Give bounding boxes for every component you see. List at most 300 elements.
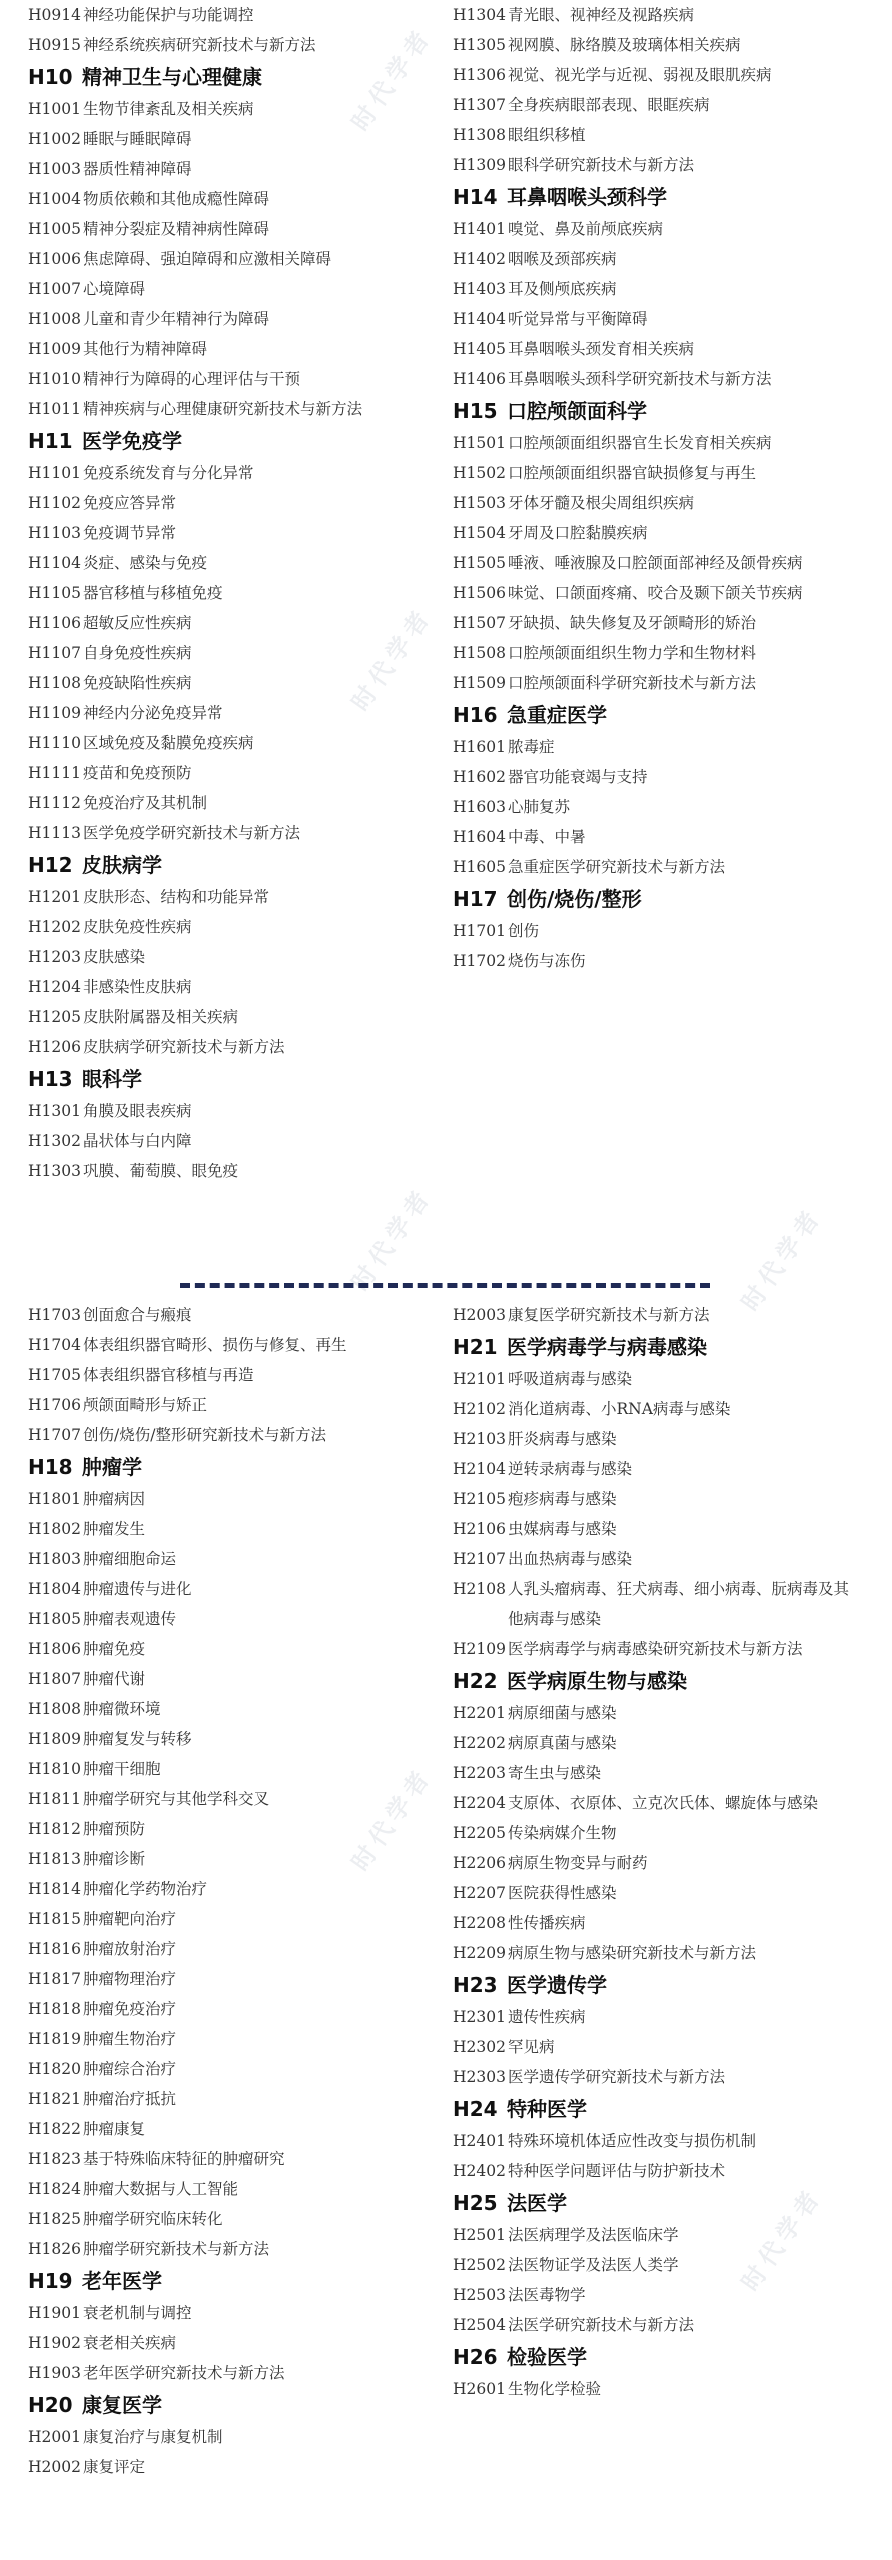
item-code: H2501 (453, 2226, 506, 2244)
group-heading (28, 1062, 438, 1096)
list-item (28, 1126, 438, 1156)
list-item (28, 1634, 438, 1664)
list-item (453, 2220, 863, 2250)
item-code: H1815 (28, 1910, 81, 1928)
list-item (453, 0, 863, 30)
item-code: H1705 (28, 1366, 81, 1384)
item-name: 特殊环境机体适应性改变与损伤机制 (508, 2132, 757, 2150)
item-name: 嗅觉、鼻及前颅底疾病 (508, 220, 664, 238)
item-name: 唾液、唾液腺及口腔颌面部神经及颌骨疾病 (508, 554, 803, 572)
item-name: 巩膜、葡萄膜、眼免疫 (83, 1162, 239, 1180)
item-code: H2302 (453, 2038, 506, 2056)
item-name: 肿瘤学研究新技术与新方法 (83, 2240, 270, 2258)
list-item (453, 1424, 863, 1454)
item-code: H1504 (453, 524, 506, 542)
item-name: 疫苗和免疫预防 (83, 764, 192, 782)
item-name: 肿瘤综合治疗 (83, 2060, 177, 2078)
item-code: H1824 (28, 2180, 81, 2198)
item-name: 神经功能保护与功能调控 (83, 6, 254, 24)
item-code: H1702 (453, 952, 506, 970)
group-code: H18 (28, 1455, 73, 1479)
item-code: H1821 (28, 2090, 81, 2108)
item-code: H2101 (453, 1370, 506, 1388)
item-code: H1105 (28, 584, 81, 602)
list-item (453, 1634, 863, 1664)
item-code: H2002 (28, 2458, 81, 2476)
item-name: 肿瘤表观遗传 (83, 1610, 177, 1628)
item-code: H1813 (28, 1850, 81, 1868)
item-name: 肿瘤靶向治疗 (83, 1910, 177, 1928)
item-code: H2504 (453, 2316, 506, 2334)
item-code: H2102 (453, 1400, 506, 1418)
item-name: 物质依赖和其他成瘾性障碍 (83, 190, 270, 208)
item-code: H0915 (28, 36, 81, 54)
item-name: 儿童和青少年精神行为障碍 (83, 310, 270, 328)
item-code: H1502 (453, 464, 506, 482)
group-heading (28, 848, 438, 882)
list-item (28, 394, 438, 424)
item-code: H1601 (453, 738, 506, 756)
item-name: 创伤/烧伤/整形研究新技术与新方法 (83, 1426, 326, 1444)
list-item (453, 1788, 863, 1818)
item-code: H1307 (453, 96, 506, 114)
item-code: H1807 (28, 1670, 81, 1688)
item-code: H1903 (28, 2364, 81, 2382)
item-name: 特种医学问题评估与防护新技术 (508, 2162, 726, 2180)
item-name: 生物节律紊乱及相关疾病 (83, 100, 254, 118)
list-item (28, 1544, 438, 1574)
item-name: 性传播疾病 (508, 1914, 586, 1932)
list-item (453, 2156, 863, 2186)
item-name: 支原体、衣原体、立克次氏体、螺旋体与感染 (508, 1794, 819, 1812)
list-item (453, 30, 863, 60)
group-title: 特种医学 (507, 2097, 587, 2121)
item-name: 逆转录病毒与感染 (508, 1460, 633, 1478)
item-name: 人乳头瘤病毒、狂犬病毒、细小病毒、朊病毒及其他病毒与感染 (508, 1580, 850, 1628)
list-item (28, 184, 438, 214)
list-item (28, 668, 438, 698)
group-code: H19 (28, 2269, 73, 2293)
item-code: H2204 (453, 1794, 506, 1812)
list-item (453, 2062, 863, 2092)
item-code: H1508 (453, 644, 506, 662)
item-code: H1306 (453, 66, 506, 84)
item-name: 皮肤免疫性疾病 (83, 918, 192, 936)
list-item (28, 2422, 438, 2452)
list-item (453, 304, 863, 334)
group-title: 法医学 (507, 2191, 567, 2215)
item-code: H1812 (28, 1820, 81, 1838)
group-title: 医学病原生物与感染 (507, 1669, 687, 1693)
item-code: H1111 (28, 764, 81, 782)
item-name: 肿瘤学研究与其他学科交叉 (83, 1790, 270, 1808)
list-item (28, 1784, 438, 1814)
item-code: H2202 (453, 1734, 506, 1752)
item-code: H1308 (453, 126, 506, 144)
list-item (28, 244, 438, 274)
group-heading (28, 424, 438, 458)
group-heading (28, 1450, 438, 1484)
item-code: H1509 (453, 674, 506, 692)
item-name: 体表组织器官畸形、损伤与修复、再生 (83, 1336, 347, 1354)
item-code: H1107 (28, 644, 81, 662)
item-code: H2207 (453, 1884, 506, 1902)
item-name: 青光眼、视神经及视路疾病 (508, 6, 695, 24)
item-name: 肝炎病毒与感染 (508, 1430, 617, 1448)
item-name: 全身疾病眼部表现、眼眶疾病 (508, 96, 710, 114)
item-name: 法医学研究新技术与新方法 (508, 2316, 695, 2334)
item-name: 肿瘤生物治疗 (83, 2030, 177, 2048)
item-code: H1106 (28, 614, 81, 632)
item-code: H1703 (28, 1306, 81, 1324)
list-item (28, 912, 438, 942)
list-item (453, 1300, 863, 1330)
item-name: 神经系统疾病研究新技术与新方法 (83, 36, 316, 54)
item-name: 口腔颅颌面科学研究新技术与新方法 (508, 674, 757, 692)
item-name: 肿瘤细胞命运 (83, 1550, 177, 1568)
item-name: 肿瘤康复 (83, 2120, 146, 2138)
item-code: H1819 (28, 2030, 81, 2048)
list-item (453, 2032, 863, 2062)
item-name: 衰老相关疾病 (83, 2334, 177, 2352)
list-item (453, 578, 863, 608)
group-heading (453, 1330, 863, 1364)
item-name: 基于特殊临床特征的肿瘤研究 (83, 2150, 285, 2168)
list-item (453, 792, 863, 822)
group-title: 皮肤病学 (82, 853, 162, 877)
item-code: H1002 (28, 130, 81, 148)
list-item (28, 30, 438, 60)
list-item (453, 852, 863, 882)
item-name: 精神行为障碍的心理评估与干预 (83, 370, 301, 388)
column-top-left (28, 0, 438, 1186)
list-item (453, 1364, 863, 1394)
item-name: 肿瘤免疫 (83, 1640, 146, 1658)
item-code: H2109 (453, 1640, 506, 1658)
group-title: 医学遗传学 (507, 1973, 607, 1997)
item-code: H2108 (453, 1580, 506, 1598)
item-name: 眼组织移植 (508, 126, 586, 144)
item-name: 晶状体与白内障 (83, 1132, 192, 1150)
list-item (28, 1664, 438, 1694)
list-item (28, 2114, 438, 2144)
item-code: H1011 (28, 400, 81, 418)
item-code: H1902 (28, 2334, 81, 2352)
item-code: H1405 (453, 340, 506, 358)
item-name: 免疫应答异常 (83, 494, 177, 512)
item-code: H1804 (28, 1580, 81, 1598)
item-name: 器质性精神障碍 (83, 160, 192, 178)
item-code: H1201 (28, 888, 81, 906)
group-code: H12 (28, 853, 73, 877)
list-item (28, 788, 438, 818)
item-code: H1203 (28, 948, 81, 966)
list-item (28, 458, 438, 488)
group-heading (453, 394, 863, 428)
watermark: 时代学者 (346, 1181, 438, 1297)
item-name: 口腔颅颌面组织生物力学和生物材料 (508, 644, 757, 662)
group-code: H15 (453, 399, 498, 423)
item-name: 免疫系统发育与分化异常 (83, 464, 254, 482)
list-item (28, 1360, 438, 1390)
list-item (453, 274, 863, 304)
group-heading (453, 2092, 863, 2126)
list-item (28, 638, 438, 668)
item-code: H1826 (28, 2240, 81, 2258)
item-code: H1005 (28, 220, 81, 238)
list-item (453, 1818, 863, 1848)
group-code: H11 (28, 429, 73, 453)
list-item (28, 304, 438, 334)
list-item (28, 334, 438, 364)
list-item (28, 1574, 438, 1604)
watermark: 时代学者 (736, 2181, 828, 2297)
group-title: 耳鼻咽喉头颈科学 (507, 185, 667, 209)
item-code: H1820 (28, 2060, 81, 2078)
item-name: 睡眠与睡眠障碍 (83, 130, 192, 148)
item-code: H2003 (453, 1306, 506, 1324)
item-name: 罕见病 (508, 2038, 555, 2056)
item-code: H1404 (453, 310, 506, 328)
item-name: 康复医学研究新技术与新方法 (508, 1306, 710, 1324)
item-name: 法医物证学及法医人类学 (508, 2256, 679, 2274)
item-name: 免疫调节异常 (83, 524, 177, 542)
item-code: H1816 (28, 1940, 81, 1958)
item-code: H1007 (28, 280, 81, 298)
list-item (28, 1514, 438, 1544)
group-code: H10 (28, 65, 73, 89)
item-name: 医院获得性感染 (508, 1884, 617, 1902)
watermark: 时代学者 (346, 601, 438, 717)
item-name: 中毒、中暑 (508, 828, 586, 846)
list-item (453, 1574, 863, 1634)
list-item (28, 1694, 438, 1724)
group-heading (453, 698, 863, 732)
item-code: H0914 (28, 6, 81, 24)
list-item (453, 638, 863, 668)
list-item (453, 1484, 863, 1514)
list-item (28, 2298, 438, 2328)
item-code: H1104 (28, 554, 81, 572)
group-heading (28, 60, 438, 94)
item-code: H1108 (28, 674, 81, 692)
item-name: 虫媒病毒与感染 (508, 1520, 617, 1538)
list-item (28, 1156, 438, 1186)
list-item (28, 1844, 438, 1874)
item-name: 心肺复苏 (508, 798, 571, 816)
list-item (453, 488, 863, 518)
item-name: 皮肤感染 (83, 948, 146, 966)
group-title: 创伤/烧伤/整形 (507, 887, 642, 911)
item-code: H1823 (28, 2150, 81, 2168)
item-name: 肿瘤诊断 (83, 1850, 146, 1868)
item-name: 口腔颅颌面组织器官生长发育相关疾病 (508, 434, 772, 452)
group-heading (453, 180, 863, 214)
item-code: H1304 (453, 6, 506, 24)
item-code: H2201 (453, 1704, 506, 1722)
group-heading (453, 2340, 863, 2374)
item-name: 肿瘤放射治疗 (83, 1940, 177, 1958)
item-name: 超敏反应性疾病 (83, 614, 192, 632)
item-code: H1403 (453, 280, 506, 298)
item-code: H1604 (453, 828, 506, 846)
list-item (28, 518, 438, 548)
list-item (28, 818, 438, 848)
list-item (453, 428, 863, 458)
item-code: H1305 (453, 36, 506, 54)
item-code: H1810 (28, 1760, 81, 1778)
list-item (453, 1848, 863, 1878)
item-code: H1102 (28, 494, 81, 512)
list-item (453, 2310, 863, 2340)
item-code: H1809 (28, 1730, 81, 1748)
group-code: H13 (28, 1067, 73, 1091)
item-name: 牙周及口腔黏膜疾病 (508, 524, 648, 542)
item-name: 炎症、感染与免疫 (83, 554, 208, 572)
watermark: 时代学者 (346, 21, 438, 137)
item-name: 医学遗传学研究新技术与新方法 (508, 2068, 726, 2086)
item-name: 体表组织器官移植与再造 (83, 1366, 254, 1384)
list-item (28, 2024, 438, 2054)
list-item (28, 488, 438, 518)
item-code: H2502 (453, 2256, 506, 2274)
item-name: 肿瘤预防 (83, 1820, 146, 1838)
item-code: H1206 (28, 1038, 81, 1056)
list-item (453, 1514, 863, 1544)
list-item (453, 120, 863, 150)
list-item (453, 1698, 863, 1728)
list-item (453, 214, 863, 244)
item-name: 其他行为精神障碍 (83, 340, 208, 358)
list-item (28, 608, 438, 638)
item-code: H2205 (453, 1824, 506, 1842)
item-name: 视网膜、脉络膜及玻璃体相关疾病 (508, 36, 741, 54)
list-item (28, 972, 438, 1002)
item-code: H1003 (28, 160, 81, 178)
list-item (453, 946, 863, 976)
item-code: H1302 (28, 1132, 81, 1150)
item-code: H1101 (28, 464, 81, 482)
item-name: 法医毒物学 (508, 2286, 586, 2304)
item-code: H1301 (28, 1102, 81, 1120)
item-name: 出血热病毒与感染 (508, 1550, 633, 1568)
item-code: H1706 (28, 1396, 81, 1414)
list-item (453, 150, 863, 180)
item-name: 耳鼻咽喉头颈科学研究新技术与新方法 (508, 370, 772, 388)
group-title: 精神卫生与心理健康 (82, 65, 262, 89)
item-name: 遗传性疾病 (508, 2008, 586, 2026)
item-name: 创面愈合与瘢痕 (83, 1306, 192, 1324)
item-name: 焦虑障碍、强迫障碍和应激相关障碍 (83, 250, 332, 268)
group-code: H24 (453, 2097, 498, 2121)
group-title: 康复医学 (82, 2393, 162, 2417)
item-code: H2105 (453, 1490, 506, 1508)
item-code: H1402 (453, 250, 506, 268)
group-code: H20 (28, 2393, 73, 2417)
item-code: H1602 (453, 768, 506, 786)
item-code: H2206 (453, 1854, 506, 1872)
list-item (453, 334, 863, 364)
item-code: H1505 (453, 554, 506, 572)
item-name: 肿瘤大数据与人工智能 (83, 2180, 239, 2198)
list-item (453, 2126, 863, 2156)
item-name: 医学病毒学与病毒感染研究新技术与新方法 (508, 1640, 803, 1658)
item-code: H1110 (28, 734, 81, 752)
item-code: H1501 (453, 434, 506, 452)
item-name: 肿瘤病因 (83, 1490, 146, 1508)
list-item (453, 1758, 863, 1788)
item-code: H1806 (28, 1640, 81, 1658)
item-name: 老年医学研究新技术与新方法 (83, 2364, 285, 2382)
item-name: 肿瘤微环境 (83, 1700, 161, 1718)
list-item (28, 2174, 438, 2204)
list-item (28, 214, 438, 244)
list-item (28, 1814, 438, 1844)
item-name: 呼吸道病毒与感染 (508, 1370, 633, 1388)
list-item (453, 90, 863, 120)
item-name: 肿瘤治疗抵抗 (83, 2090, 177, 2108)
item-name: 皮肤形态、结构和功能异常 (83, 888, 270, 906)
list-item (453, 916, 863, 946)
item-name: 自身免疫性疾病 (83, 644, 192, 662)
item-name: 肿瘤物理治疗 (83, 1970, 177, 1988)
group-title: 老年医学 (82, 2269, 162, 2293)
list-item (28, 1724, 438, 1754)
item-code: H2107 (453, 1550, 506, 1568)
list-item (28, 2084, 438, 2114)
list-item (453, 1938, 863, 1968)
list-item (453, 244, 863, 274)
group-code: H14 (453, 185, 498, 209)
list-item (28, 364, 438, 394)
group-title: 眼科学 (82, 1067, 142, 1091)
item-name: 心境障碍 (83, 280, 146, 298)
item-name: 病原细菌与感染 (508, 1704, 617, 1722)
item-name: 器官功能衰竭与支持 (508, 768, 648, 786)
item-code: H1008 (28, 310, 81, 328)
list-item (453, 1544, 863, 1574)
list-item (28, 1934, 438, 1964)
list-item (28, 758, 438, 788)
item-code: H1801 (28, 1490, 81, 1508)
list-item (453, 1908, 863, 1938)
list-item (28, 1096, 438, 1126)
item-code: H2209 (453, 1944, 506, 1962)
item-code: H1822 (28, 2120, 81, 2138)
item-name: 康复评定 (83, 2458, 146, 2476)
group-code: H17 (453, 887, 498, 911)
list-item (453, 1454, 863, 1484)
item-code: H1811 (28, 1790, 81, 1808)
item-name: 器官移植与移植免疫 (83, 584, 223, 602)
item-code: H2402 (453, 2162, 506, 2180)
list-item (453, 668, 863, 698)
list-item (453, 518, 863, 548)
watermark: 时代学者 (736, 1201, 828, 1317)
column-top-right (453, 0, 863, 976)
item-name: 疱疹病毒与感染 (508, 1490, 617, 1508)
list-item (28, 942, 438, 972)
list-item (28, 1390, 438, 1420)
item-code: H1803 (28, 1550, 81, 1568)
list-item (28, 1964, 438, 1994)
list-item (28, 548, 438, 578)
list-item (28, 2054, 438, 2084)
list-item (28, 2358, 438, 2388)
item-name: 耳及侧颅底疾病 (508, 280, 617, 298)
item-name: 肿瘤学研究临床转化 (83, 2210, 223, 2228)
item-code: H1205 (28, 1008, 81, 1026)
